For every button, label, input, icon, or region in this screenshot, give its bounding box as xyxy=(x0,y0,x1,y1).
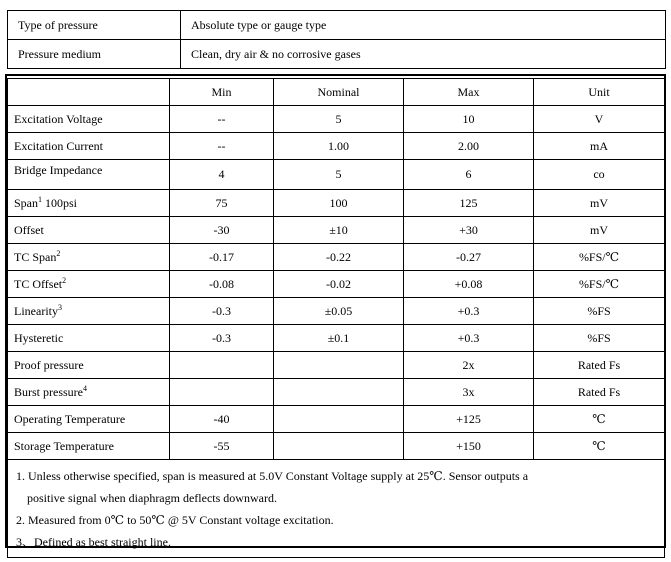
nominal-cell: 5 xyxy=(274,106,404,133)
param-cell xyxy=(8,406,170,433)
param-name: Storage Temperature xyxy=(14,438,114,453)
param-name: TC Span xyxy=(14,249,57,264)
param-name: TC Offset xyxy=(14,276,63,291)
pressure-medium-row xyxy=(8,40,666,69)
param-cell xyxy=(8,106,170,133)
spec-row xyxy=(8,406,665,433)
nominal-cell xyxy=(274,433,404,460)
unit-cell: mA xyxy=(534,133,665,160)
param-cell xyxy=(8,160,170,190)
param-cell xyxy=(8,298,170,325)
note-3: 3、Defined as best straight line. xyxy=(16,535,171,549)
param-name: Bridge Impedance xyxy=(14,163,103,177)
min-cell: -0.3 xyxy=(170,325,274,352)
param-cell xyxy=(8,133,170,160)
spec-row xyxy=(8,325,665,352)
max-cell: +30 xyxy=(404,217,534,244)
param-cell xyxy=(8,325,170,352)
nominal-cell: ±0.05 xyxy=(274,298,404,325)
min-cell: -0.17 xyxy=(170,244,274,271)
max-cell: +125 xyxy=(404,406,534,433)
pressure-medium-value: Clean, dry air & no corrosive gases xyxy=(181,40,666,69)
param-name: Span xyxy=(14,195,38,210)
spec-row xyxy=(8,217,665,244)
param-name: Proof pressure xyxy=(14,357,84,372)
spec-row xyxy=(8,433,665,460)
min-cell: -30 xyxy=(170,217,274,244)
min-cell: -40 xyxy=(170,406,274,433)
spec-table xyxy=(7,78,665,558)
param-cell xyxy=(8,244,170,271)
param-name: Excitation Current xyxy=(14,138,103,153)
param-cell xyxy=(8,433,170,460)
header-unit: Unit xyxy=(534,79,665,106)
min-cell: -0.3 xyxy=(170,298,274,325)
min-cell: -55 xyxy=(170,433,274,460)
header-param xyxy=(8,79,170,106)
max-cell: 2.00 xyxy=(404,133,534,160)
nominal-cell: -0.02 xyxy=(274,271,404,298)
note-1-continued: positive signal when diaphragm deflects downward. xyxy=(27,491,277,505)
unit-cell: co xyxy=(534,160,665,190)
max-cell: 2x xyxy=(404,352,534,379)
min-cell xyxy=(170,379,274,406)
min-cell: 75 xyxy=(170,190,274,217)
unit-cell: V xyxy=(534,106,665,133)
footnote-ref: 3 xyxy=(57,302,62,312)
nominal-cell: 1.00 xyxy=(274,133,404,160)
param-name: Hysteretic xyxy=(14,330,64,345)
param-cell xyxy=(8,190,170,217)
spec-row xyxy=(8,271,665,298)
spec-row xyxy=(8,106,665,133)
notes-cell xyxy=(8,460,665,558)
param-cell xyxy=(8,271,170,298)
header-row xyxy=(8,79,665,106)
max-cell: -0.27 xyxy=(404,244,534,271)
max-cell: 10 xyxy=(404,106,534,133)
min-cell: 4 xyxy=(170,160,274,190)
header-nominal: Nominal xyxy=(274,79,404,106)
unit-cell: ℃ xyxy=(534,406,665,433)
note-2: 2. Measured from 0℃ to 50℃ @ 5V Constant voltage excitation. xyxy=(16,513,334,527)
spec-row xyxy=(8,244,665,271)
unit-cell: mV xyxy=(534,190,665,217)
max-cell: +0.3 xyxy=(404,298,534,325)
max-cell: +0.3 xyxy=(404,325,534,352)
pressure-info-table xyxy=(7,10,666,69)
header-min: Min xyxy=(170,79,274,106)
pressure-type-row xyxy=(8,11,666,40)
param-name: Linearity xyxy=(14,303,58,318)
min-cell xyxy=(170,352,274,379)
min-cell: -- xyxy=(170,106,274,133)
footnote-ref: 4 xyxy=(83,383,87,393)
nominal-cell xyxy=(274,406,404,433)
nominal-cell: 5 xyxy=(274,160,404,190)
max-cell: 6 xyxy=(404,160,534,190)
spec-row xyxy=(8,190,665,217)
param-name: Offset xyxy=(14,222,44,237)
param-cell xyxy=(8,379,170,406)
min-cell: -0.08 xyxy=(170,271,274,298)
nominal-cell: ±10 xyxy=(274,217,404,244)
nominal-cell: ±0.1 xyxy=(274,325,404,352)
unit-cell: %FS xyxy=(534,298,665,325)
unit-cell: Rated Fs xyxy=(534,352,665,379)
unit-cell: %FS/℃ xyxy=(534,244,665,271)
max-cell: +0.08 xyxy=(404,271,534,298)
footnote-ref: 2 xyxy=(62,275,67,285)
spec-row xyxy=(8,160,665,190)
nominal-cell: -0.22 xyxy=(274,244,404,271)
pressure-medium-label: Pressure medium xyxy=(8,40,181,69)
pressure-type-value: Absolute type or gauge type xyxy=(181,11,666,40)
max-cell: 125 xyxy=(404,190,534,217)
spec-row xyxy=(8,379,665,406)
footnote-ref: 1 xyxy=(38,194,42,204)
unit-cell: mV xyxy=(534,217,665,244)
param-suffix: 100psi xyxy=(42,195,78,210)
spec-row xyxy=(8,352,665,379)
header-max: Max xyxy=(404,79,534,106)
unit-cell: Rated Fs xyxy=(534,379,665,406)
max-cell: 3x xyxy=(404,379,534,406)
max-cell: +150 xyxy=(404,433,534,460)
unit-cell: ℃ xyxy=(534,433,665,460)
param-name: Excitation Voltage xyxy=(14,111,103,126)
param-cell xyxy=(8,217,170,244)
nominal-cell xyxy=(274,352,404,379)
spec-row xyxy=(8,133,665,160)
min-cell: -- xyxy=(170,133,274,160)
unit-cell: %FS/℃ xyxy=(534,271,665,298)
pressure-type-label: Type of pressure xyxy=(8,11,181,40)
notes-row xyxy=(8,460,665,558)
note-1: 1. Unless otherwise specified, span is measured at 5.0V Constant Voltage supply at 25℃. Sensor outputs a xyxy=(16,469,529,483)
nominal-cell: 100 xyxy=(274,190,404,217)
footnote-ref: 2 xyxy=(56,248,61,258)
param-cell xyxy=(8,352,170,379)
param-name: Burst pressure xyxy=(14,384,83,399)
spec-row xyxy=(8,298,665,325)
unit-cell: %FS xyxy=(534,325,665,352)
nominal-cell xyxy=(274,379,404,406)
param-name: Operating Temperature xyxy=(14,411,126,426)
